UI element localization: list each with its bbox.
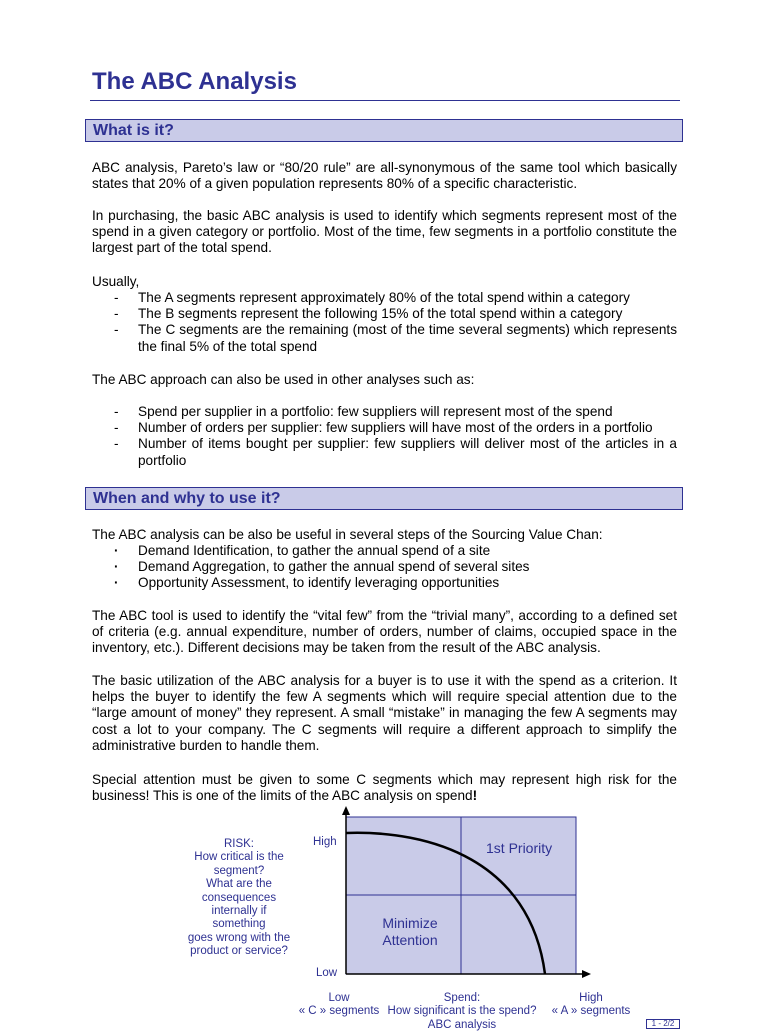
- x-axis-high-line: High: [579, 992, 603, 1004]
- special-attention-text: Special attention must be given to some C segments which may represent high risk for the business! This is one of the limits of the ABC analysis on spend: [92, 772, 677, 804]
- x-axis-spend-label: [384, 992, 540, 1032]
- y-axis-high-label: High: [313, 836, 337, 848]
- y-axis-risk-question: [180, 838, 298, 959]
- y-axis-question-line: What are the: [206, 878, 272, 891]
- quadrant-minimize-attention: [372, 915, 448, 949]
- list-item-b-segments: - The B segments represent the following 15% of the total spend within a category: [92, 306, 677, 322]
- x-axis-low-line: « C » segments: [298, 1005, 380, 1018]
- x-axis-high-line: « A » segments: [551, 1005, 631, 1018]
- x-axis-spend-line: ABC analysis: [427, 1018, 497, 1031]
- list-item-demand-identification: · Demand Identification, to gather the annual spend of a site: [92, 543, 677, 559]
- section-heading-when-and-why: When and why to use it?: [85, 487, 683, 510]
- paragraph-other-analyses: The ABC approach can also be used in other analyses such as:: [92, 372, 475, 387]
- quadrant-1st-priority: 1st Priority: [486, 840, 553, 856]
- paragraph-purchasing-use: In purchasing, the basic ABC analysis is used to identify which segments represent most of the spend in a given category or portfolio. Most of the time, few segments in a portfolio constitute the largest part of the total spend.: [92, 208, 677, 256]
- y-axis-question-line: consequences: [201, 891, 277, 904]
- list-item-orders-per-supplier: - Number of orders per supplier: few suppliers will have most of the orders in a portfolio: [92, 420, 677, 436]
- paragraph-sourcing-value-chain: The ABC analysis can be also be useful in several steps of the Sourcing Value Chan:: [92, 527, 603, 542]
- list-item-items-per-supplier: - Number of items bought per supplier: few suppliers will deliver most of the articles in a portfolio: [92, 436, 677, 468]
- y-axis-question-line: something: [212, 918, 266, 931]
- y-axis-question-line: product or service?: [190, 945, 288, 958]
- paragraph-pareto-definition: ABC analysis, Pareto’s law or “80/20 rule” are all-synonymous of the same tool which basically states that 20% of a given population represents 80% of a specific characteristic.: [92, 160, 677, 192]
- x-axis-arrow-icon: [582, 970, 591, 978]
- paragraph-basic-utilization: The basic utilization of the ABC analysis for a buyer is to use it with the spend as a criterion. It helps the buyer to identify the few A segments which will require special attention due to the “large amount of money” they represent. A small “mistake” in managing the few A segments may cost a lot to your company. The C segments will require a different approach to simplify the administrative burden to handle them.: [92, 673, 677, 753]
- paragraph-usually: Usually,: [92, 274, 140, 289]
- list-item-c-segments: - The C segments are the remaining (most of the time several segments) which represents the final 5% of the total spend: [92, 322, 677, 354]
- x-axis-spend-line: Spend:: [443, 992, 481, 1004]
- page-title: The ABC Analysis: [92, 68, 297, 95]
- section-heading-what-is-it: What is it?: [85, 119, 683, 142]
- y-axis-question-line: How critical is the: [194, 851, 284, 864]
- list-item-demand-aggregation: · Demand Aggregation, to gather the annual spend of several sites: [92, 559, 677, 575]
- y-axis-question-line: goes wrong with the: [187, 931, 291, 944]
- y-axis-question-line: segment?: [213, 864, 265, 877]
- paragraph-vital-few: The ABC tool is used to identify the “vital few” from the “trivial many”, according to a defined set of criteria (e.g. annual expenditure, number of orders, number of claims, occupied space in the inventory, etc.). Different decisions may be taken from the result of the ABC analysis.: [92, 608, 677, 656]
- y-axis-question-line: internally if: [211, 905, 267, 918]
- page-number: 1 - 2/2: [646, 1019, 680, 1029]
- list-item-opportunity-assessment: · Opportunity Assessment, to identify leveraging opportunities: [92, 575, 677, 591]
- y-axis-low-label: Low: [316, 967, 338, 979]
- x-axis-low-label: [296, 992, 382, 1019]
- y-axis-question-line: RISK:: [223, 838, 255, 850]
- x-axis-spend-line: How significant is the spend?: [387, 1005, 537, 1018]
- list-item-a-segments: - The A segments represent approximately 80% of the total spend within a category: [92, 290, 677, 306]
- list-item-spend-per-supplier: - Spend per supplier in a portfolio: few suppliers will represent most of the spend: [92, 404, 677, 420]
- x-axis-low-line: Low: [328, 992, 350, 1004]
- x-axis-high-label: [547, 992, 635, 1019]
- quadrant-minimize-line: Minimize: [382, 915, 438, 931]
- quadrant-minimize-line: Attention: [382, 932, 438, 948]
- special-attention-exclamation: !: [472, 788, 478, 804]
- y-axis-arrow-icon: [342, 806, 350, 815]
